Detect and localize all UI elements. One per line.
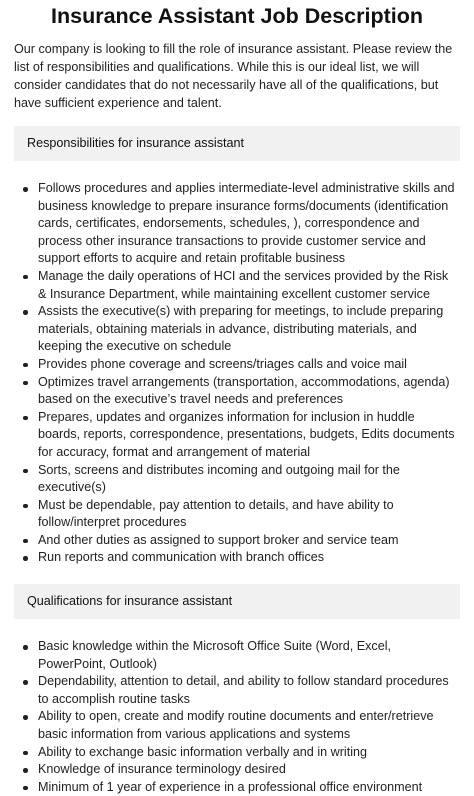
responsibilities-heading: Responsibilities for insurance assistant (14, 126, 460, 161)
responsibility-item: Provides phone coverage and screens/triages calls and voice mail (38, 356, 460, 374)
qualification-item: Ability to exchange basic information verbally and in writing (38, 744, 460, 762)
qualification-item: Minimum of 1 year of experience in a professional office environment (38, 779, 460, 796)
responsibilities-list (14, 180, 460, 567)
qualification-item: Ability to open, create and modify routine documents and enter/retrieve basic information from various applications and systems (38, 708, 460, 743)
responsibility-item: Run reports and communication with branch offices (38, 549, 460, 567)
qualifications-list (14, 638, 460, 796)
qualifications-heading: Qualifications for insurance assistant (14, 584, 460, 619)
responsibility-item: Follows procedures and applies intermediate-level administrative skills and business knowledge to prepare insurance forms/documents (identification cards, certificates, endorsements, schedules, ), correspondence and process other insurance transactions to provide customer service and support efforts to acquire and retain profitable business (38, 180, 460, 268)
responsibility-item: And other duties as assigned to support broker and service team (38, 532, 460, 550)
qualification-item: Dependability, attention to detail, and ability to follow standard procedures to accomplish routine tasks (38, 673, 460, 708)
qualification-item: Knowledge of insurance terminology desired (38, 761, 460, 779)
page-title: Insurance Assistant Job Description (51, 4, 423, 28)
qualification-item: Basic knowledge within the Microsoft Office Suite (Word, Excel, PowerPoint, Outlook) (38, 638, 460, 673)
intro-paragraph: Our company is looking to fill the role of insurance assistant. Please review the list of responsibilities and qualifications. While this is our ideal list, we will consider candidates that do not necessarily have all of the qualifications, but have sufficient experience and talent. (14, 42, 453, 110)
responsibility-item: Optimizes travel arrangements (transportation, accommodations, agenda) based on the executive’s travel needs and preferences (38, 374, 460, 409)
responsibility-item: Sorts, screens and distributes incoming and outgoing mail for the executive(s) (38, 462, 460, 497)
responsibility-item: Must be dependable, pay attention to details, and have ability to follow/interpret procedures (38, 497, 460, 532)
responsibility-item: Manage the daily operations of HCI and the services provided by the Risk & Insurance Department, while maintaining excellent customer service (38, 268, 460, 303)
responsibility-item: Prepares, updates and organizes information for inclusion in huddle boards, reports, correspondence, presentations, budgets, Edits documents for accuracy, format and arrangement of material (38, 409, 460, 462)
responsibility-item: Assists the executive(s) with preparing for meetings, to include preparing materials, obtaining materials in advance, distributing materials, and keeping the executive on schedule (38, 303, 460, 356)
